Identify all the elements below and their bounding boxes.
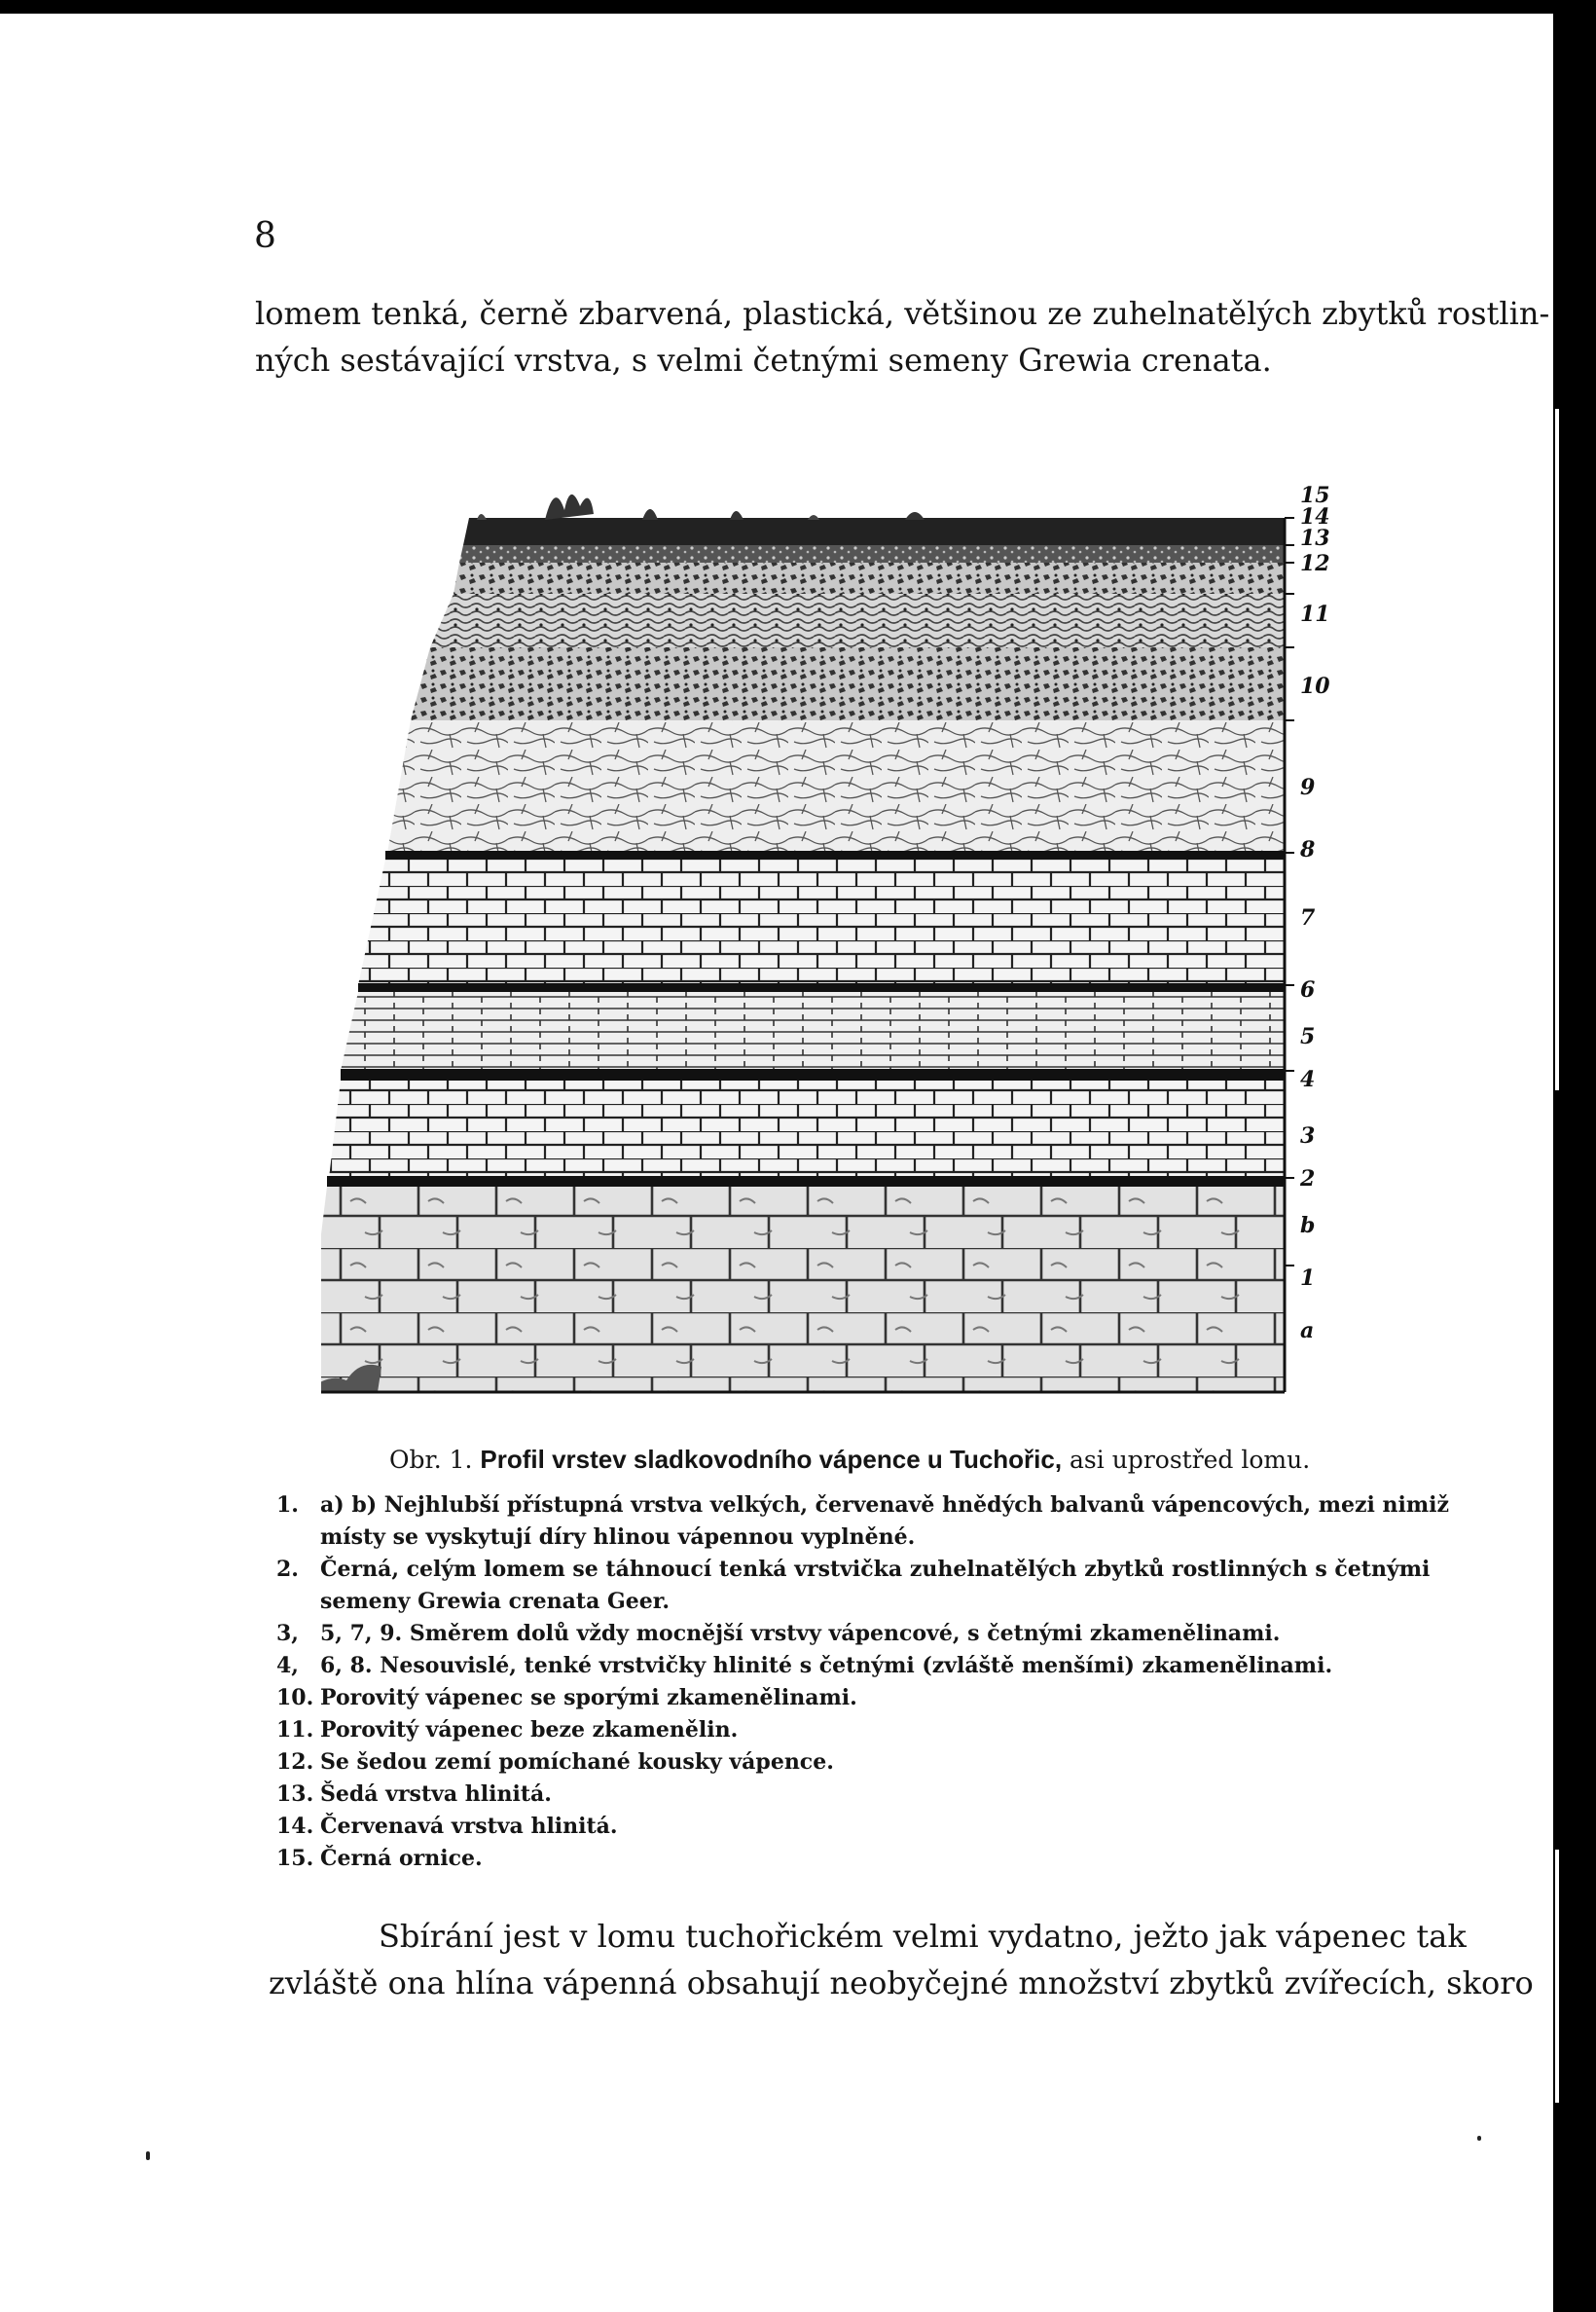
layer-1-boulders <box>321 1187 1285 1392</box>
legend-text: Červenavá vrstva hlinitá. <box>320 1814 618 1839</box>
bottom-paragraph <box>269 1913 1534 2006</box>
paragraph-line: ných sestávající vrstva, s velmi četnými semeny Grewia crenata. <box>255 342 1272 379</box>
caption-prefix: Obr. 1. <box>389 1446 473 1474</box>
layer-2-coal-seam <box>327 1176 1285 1187</box>
layer-label: 12 <box>1300 551 1330 576</box>
legend-number: 4, <box>276 1653 299 1678</box>
page-number: 8 <box>254 216 276 256</box>
layer-label: 7 <box>1300 905 1316 931</box>
layer-5-limestone <box>341 992 1285 1071</box>
legend-number: 15. <box>276 1846 314 1871</box>
layer-label: 1 <box>1300 1266 1316 1291</box>
legend-text: a) b) Nejhlubší přístupná vrstva velkých, červenavě hnědých balvanů vápencových, mezi nimiž <box>320 1492 1449 1518</box>
layer-label: 5 <box>1300 1024 1316 1049</box>
legend-item <box>276 1618 1415 1650</box>
layer-7-limestone <box>358 860 1285 985</box>
layer-10-porous <box>411 647 1285 720</box>
scan-speck <box>1477 2136 1481 2141</box>
legend-item <box>276 1554 1431 1586</box>
layer-9-limestone <box>387 720 1285 853</box>
layer-label: 11 <box>1300 602 1330 627</box>
legend-number: 11. <box>276 1717 314 1743</box>
legend-item <box>276 1811 1415 1843</box>
paragraph-line: Sbírání jest v lomu tuchořickém velmi vydatno, ježto jak vápenec tak <box>379 1918 1467 1955</box>
caption-suffix: asi uprostřed lomu. <box>1070 1446 1311 1474</box>
legend-item <box>276 1650 1415 1682</box>
legend-item <box>276 1843 1415 1875</box>
paragraph-line: lomem tenká, černě zbarvená, plastická, většinou ze zuhelnatělých zbytků rostlin- <box>255 295 1550 332</box>
layer-label: 3 <box>1300 1123 1316 1149</box>
layer-label: b <box>1300 1213 1316 1238</box>
stratigraphic-profile-figure <box>321 477 1343 1412</box>
quarry-profile-drawing <box>321 477 1343 1412</box>
legend-text: Se šedou zemí pomíchané kousky vápence. <box>320 1749 834 1775</box>
layer-6-clay-seam <box>358 983 1285 992</box>
scan-edge-highlight <box>1555 409 1559 1090</box>
legend-number: 2. <box>276 1557 299 1582</box>
layer-label: 14 <box>1300 504 1330 530</box>
legend-number: 12. <box>276 1749 314 1775</box>
layer-label: 8 <box>1300 837 1316 862</box>
legend-text: Porovitý vápenec beze zkamenělin. <box>320 1717 739 1743</box>
legend-text: 5, 7, 9. Směrem dolů vždy mocnější vrstvy vápencové, s četnými zkamenělinami. <box>320 1621 1281 1646</box>
layer-label: 13 <box>1300 526 1330 551</box>
caption-title: Profil vrstev sladkovodního vápence u Tuchořic, <box>480 1445 1063 1474</box>
top-paragraph <box>255 290 1550 384</box>
layer-14-13 <box>459 545 1285 563</box>
layer-label: 2 <box>1300 1166 1316 1192</box>
figure-legend <box>276 1489 1449 1875</box>
legend-item <box>276 1714 1415 1746</box>
scan-border-right <box>1553 0 1596 2312</box>
legend-continuation: semeny Grewia crenata Geer. <box>320 1589 671 1614</box>
legend-item <box>276 1779 1415 1811</box>
layer-4-clay-seam <box>341 1069 1285 1081</box>
legend-text: 6, 8. Nesouvislé, tenké vrstvičky hlinité s četnými (zvláště menšími) zkamenělinami. <box>320 1653 1333 1678</box>
layer-label: 15 <box>1300 483 1330 508</box>
layer-label: 10 <box>1300 674 1330 699</box>
layer-label: 9 <box>1300 775 1316 800</box>
legend-text: Černá, celým lomem se táhnoucí tenká vrstvička zuhelnatělých zbytků rostlinných s četnými <box>320 1557 1431 1582</box>
layer-label: a <box>1300 1318 1315 1343</box>
layer-11-porous <box>430 594 1285 647</box>
legend-number: 14. <box>276 1814 314 1839</box>
layer-12-gravel <box>453 563 1285 594</box>
legend-number: 3, <box>276 1621 299 1646</box>
legend-text: Porovitý vápenec se sporými zkamenělinami. <box>320 1685 857 1710</box>
vegetation-drawing <box>477 495 925 520</box>
legend-number: 10. <box>276 1685 314 1710</box>
legend-item <box>276 1682 1415 1714</box>
layer-8-clay-seam <box>385 851 1285 860</box>
legend-text: Šedá vrstva hlinitá. <box>320 1781 552 1807</box>
legend-number: 1. <box>276 1492 299 1518</box>
scan-border-top <box>0 0 1596 14</box>
layer-label: 4 <box>1300 1067 1316 1092</box>
legend-number: 13. <box>276 1781 314 1807</box>
legend-item <box>276 1489 1449 1522</box>
paragraph-line: zvláště ona hlína vápenná obsahují neobyčejné množství zbytků zvířecích, skoro <box>269 1964 1534 2001</box>
scan-edge-highlight <box>1555 1850 1559 2103</box>
layer-3-limestone <box>329 1081 1285 1178</box>
legend-item <box>276 1746 1415 1779</box>
layer-15-topsoil <box>463 518 1285 545</box>
legend-text: Černá ornice. <box>320 1846 483 1871</box>
layer-label: 6 <box>1300 977 1316 1003</box>
figure-caption <box>389 1445 1310 1475</box>
legend-continuation: místy se vyskytují díry hlinou vápennou vyplněné. <box>320 1524 916 1550</box>
scan-speck <box>146 2151 150 2160</box>
